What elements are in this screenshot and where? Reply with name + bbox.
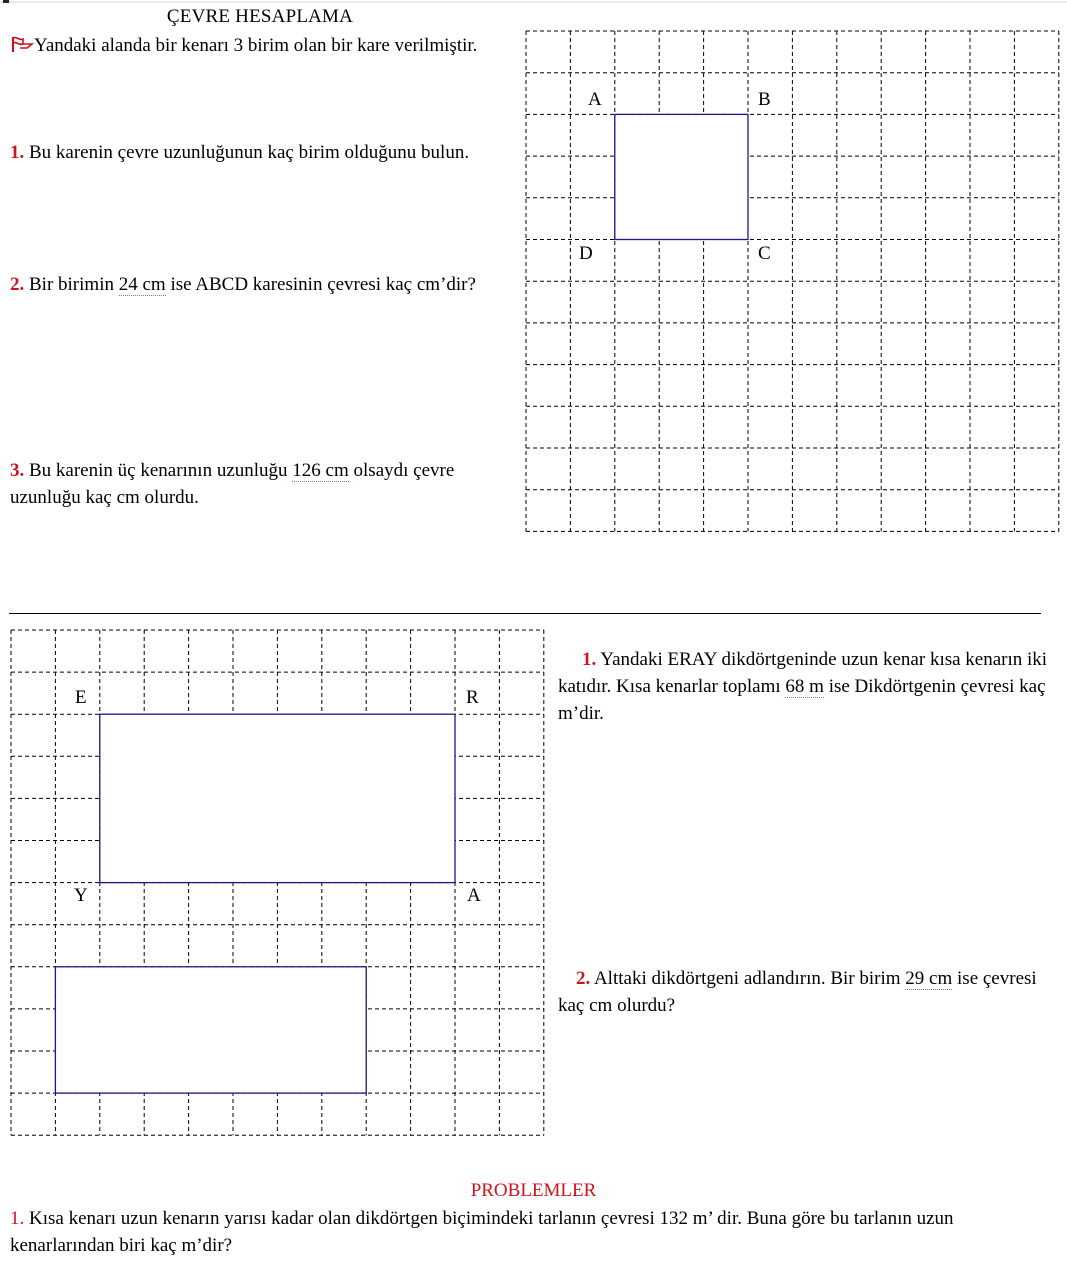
rectangle-unnamed — [55, 967, 366, 1093]
problem-number: 1. — [10, 1208, 25, 1229]
flag-icon — [10, 35, 34, 53]
intro-paragraph — [10, 32, 515, 59]
page-corner-mark — [3, 0, 9, 3]
rect-question-2 — [558, 965, 1058, 1019]
grid-rectangles — [10, 629, 545, 1136]
intro-text: Yandaki alanda bir kenarı 3 birim olan bir kare verilmiştir. — [34, 35, 478, 56]
page-title: ÇEVRE HESAPLAMA — [166, 6, 354, 27]
page-top-border — [0, 1, 1067, 3]
question-text-after: olsaydı çevre uzunluğu kaç cm olurdu. — [10, 460, 455, 508]
section-divider — [9, 613, 1041, 614]
problem-text: Kısa kenarı uzun kenarın yarısı kadar olan dikdörtgen biçimindeki tarlanın çevresi 132 m’ dir. Buna göre bu tarlanın uzun kenarlarından biri kaç m’dir? — [10, 1208, 954, 1256]
question-number: 2. — [10, 274, 25, 295]
vertex-label-a: A — [588, 89, 602, 110]
vertex-label-e: E — [75, 687, 87, 708]
question-text-before: Bir birimin — [29, 274, 114, 295]
problems-heading: PROBLEMLER — [470, 1180, 597, 1201]
square-abcd — [615, 114, 748, 239]
question-text-after: ise çevresi kaç cm olurdu? — [558, 968, 1037, 1016]
question-1 — [10, 139, 515, 166]
question-text: Bu karenin çevre uzunluğunun kaç birim olduğunu bulun. — [29, 142, 470, 163]
question-highlight: 68 m — [785, 676, 824, 697]
question-text-after: ise Dikdörtgenin çevresi kaç m’dir. — [558, 676, 1046, 724]
question-text-after: ise ABCD karesinin çevresi kaç cm’dir? — [170, 274, 476, 295]
vertex-label-b: B — [758, 89, 771, 110]
problem-1 — [10, 1205, 1060, 1259]
question-3 — [10, 457, 515, 511]
rectangle-eray — [100, 714, 455, 882]
question-2 — [10, 271, 515, 298]
question-number: 1. — [582, 649, 597, 670]
question-highlight: 29 cm — [905, 968, 953, 989]
question-number: 3. — [10, 460, 25, 481]
question-highlight: 24 cm — [118, 274, 166, 295]
vertex-label-c: C — [758, 243, 771, 264]
rect-question-1 — [558, 646, 1058, 727]
vertex-label-r: R — [466, 687, 479, 708]
grid-square — [525, 30, 1060, 532]
question-number: 2. — [576, 968, 591, 989]
vertex-label-a2: A — [467, 885, 481, 906]
question-text-before: Bu karenin üç kenarının uzunluğu — [29, 460, 288, 481]
question-text-before: Yandaki ERAY dikdörtgeninde uzun kenar kısa kenarın iki katıdır. Kısa kenarlar toplamı — [558, 649, 1048, 697]
question-number: 1. — [10, 142, 25, 163]
question-highlight: 126 cm — [292, 460, 349, 481]
vertex-label-y: Y — [74, 885, 88, 906]
question-text-before: Alttaki dikdörtgeni adlandırın. Bir birim — [593, 968, 901, 989]
vertex-label-d: D — [579, 243, 593, 264]
